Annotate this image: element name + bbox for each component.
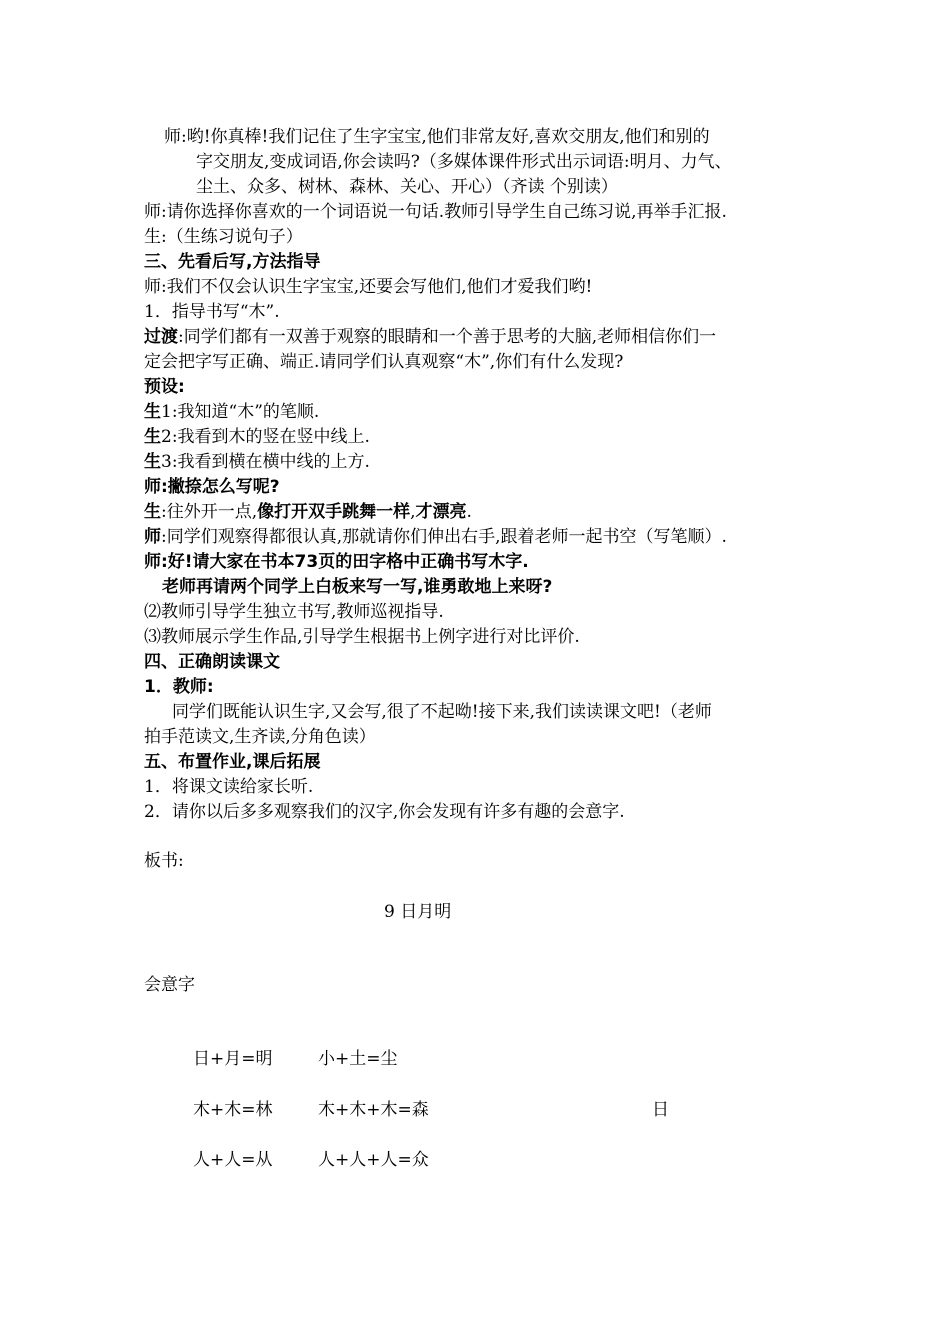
text-line-7: 师:我们不仅会认识生字宝宝,还要会写他们,他们才爱我们哟! bbox=[144, 277, 593, 297]
text-line-18: 师:好!请大家在书本73页的田字格中正确书写木字. bbox=[144, 552, 529, 572]
board-equation: 木+木=林 bbox=[193, 1100, 273, 1120]
board-equation: 木+木+木=森 bbox=[318, 1100, 429, 1120]
speech-emphasis: 才漂亮 bbox=[415, 502, 467, 522]
text-line-1: 师:哟!你真棒!我们记住了生字宝宝,他们非常友好,喜欢交朋友,他们和别的 bbox=[164, 127, 710, 147]
text-line-2: 字交朋友,变成词语,你会读吗?（多媒体课件形式出示词语:明月、力气、 bbox=[196, 152, 732, 172]
board-equation: 小+土=尘 bbox=[318, 1049, 398, 1069]
speech-emphasis: 像打开双手跳舞一样 bbox=[257, 502, 411, 522]
text-line-11: 预设: bbox=[144, 377, 185, 397]
text-line-16 bbox=[144, 500, 472, 524]
text-line-19: 老师再请两个同学上白板来写一写,谁勇敢地上来呀? bbox=[162, 577, 553, 597]
text-line-15: 师:撇捺怎么写呢? bbox=[144, 477, 280, 497]
text-line-14 bbox=[144, 450, 370, 474]
speech-text: , bbox=[410, 502, 416, 522]
text-line-3: 尘土、众多、树林、森林、关心、开心）（齐读 个别读） bbox=[196, 177, 618, 197]
speech-text: :同学们观察得都很认真,那就请你们伸出右手,跟着老师一起书空（写笔顺）. bbox=[161, 527, 727, 547]
text-line-21: ⑶教师展示学生作品,引导学生根据书上例字进行对比评价. bbox=[144, 627, 580, 647]
text-line-4: 师:请你选择你喜欢的一个词语说一句话.教师引导学生自己练习说,再举手汇报. bbox=[144, 202, 727, 222]
speaker-label: 生 bbox=[144, 427, 161, 447]
speech-text: 3:我看到横在横中线的上方. bbox=[161, 452, 370, 472]
text-line-12 bbox=[144, 400, 319, 424]
text-line-13 bbox=[144, 425, 370, 449]
text-line-27: 1．将课文读给家长听. bbox=[144, 777, 314, 797]
text-line-28: 2．请你以后多多观察我们的汉字,你会发现有许多有趣的会意字. bbox=[144, 802, 625, 822]
speech-text: 1:我知道“木”的笔顺. bbox=[161, 402, 320, 422]
section-heading-4: 四、正确朗读课文 bbox=[144, 652, 280, 672]
speech-text: :同学们都有一双善于观察的眼睛和一个善于思考的大脑,老师相信你们一 bbox=[178, 327, 717, 347]
board-subtitle: 会意字 bbox=[144, 975, 195, 995]
speech-text: 2:我看到木的竖在竖中线上. bbox=[161, 427, 370, 447]
board-title: 9 日月明 bbox=[384, 902, 452, 922]
board-label: 板书: bbox=[144, 851, 184, 871]
text-line-5: 生:（生练习说句子） bbox=[144, 227, 303, 247]
speaker-label: 过渡 bbox=[144, 327, 178, 347]
text-line-24: 同学们既能认识生字,又会写,很了不起呦!接下来,我们读读课文吧!（老师 bbox=[172, 702, 712, 722]
board-side-char: 日 bbox=[652, 1100, 669, 1120]
text-line-20: ⑵教师引导学生独立书写,教师巡视指导. bbox=[144, 602, 444, 622]
speech-text: . bbox=[466, 502, 472, 522]
board-equation: 人+人=从 bbox=[193, 1150, 273, 1170]
speaker-label: 生 bbox=[144, 402, 161, 422]
board-equation: 日+月=明 bbox=[193, 1049, 273, 1069]
speaker-label: 生 bbox=[144, 502, 161, 522]
text-line-23: 1．教师: bbox=[144, 677, 214, 697]
board-equation: 人+人+人=众 bbox=[318, 1150, 429, 1170]
section-heading-5: 五、布置作业,课后拓展 bbox=[144, 752, 321, 772]
speaker-label: 师 bbox=[144, 527, 161, 547]
text-line-9 bbox=[144, 325, 716, 349]
speech-text: :往外开一点, bbox=[161, 502, 258, 522]
text-line-10: 定会把字写正确、端正.请同学们认真观察“木”,你们有什么发现? bbox=[144, 352, 624, 372]
section-heading-3: 三、先看后写,方法指导 bbox=[144, 252, 321, 272]
text-line-8: 1．指导书写“木”. bbox=[144, 302, 280, 322]
text-line-25: 拍手范读文,生齐读,分角色读） bbox=[144, 727, 376, 747]
text-line-17 bbox=[144, 525, 727, 549]
speaker-label: 生 bbox=[144, 452, 161, 472]
